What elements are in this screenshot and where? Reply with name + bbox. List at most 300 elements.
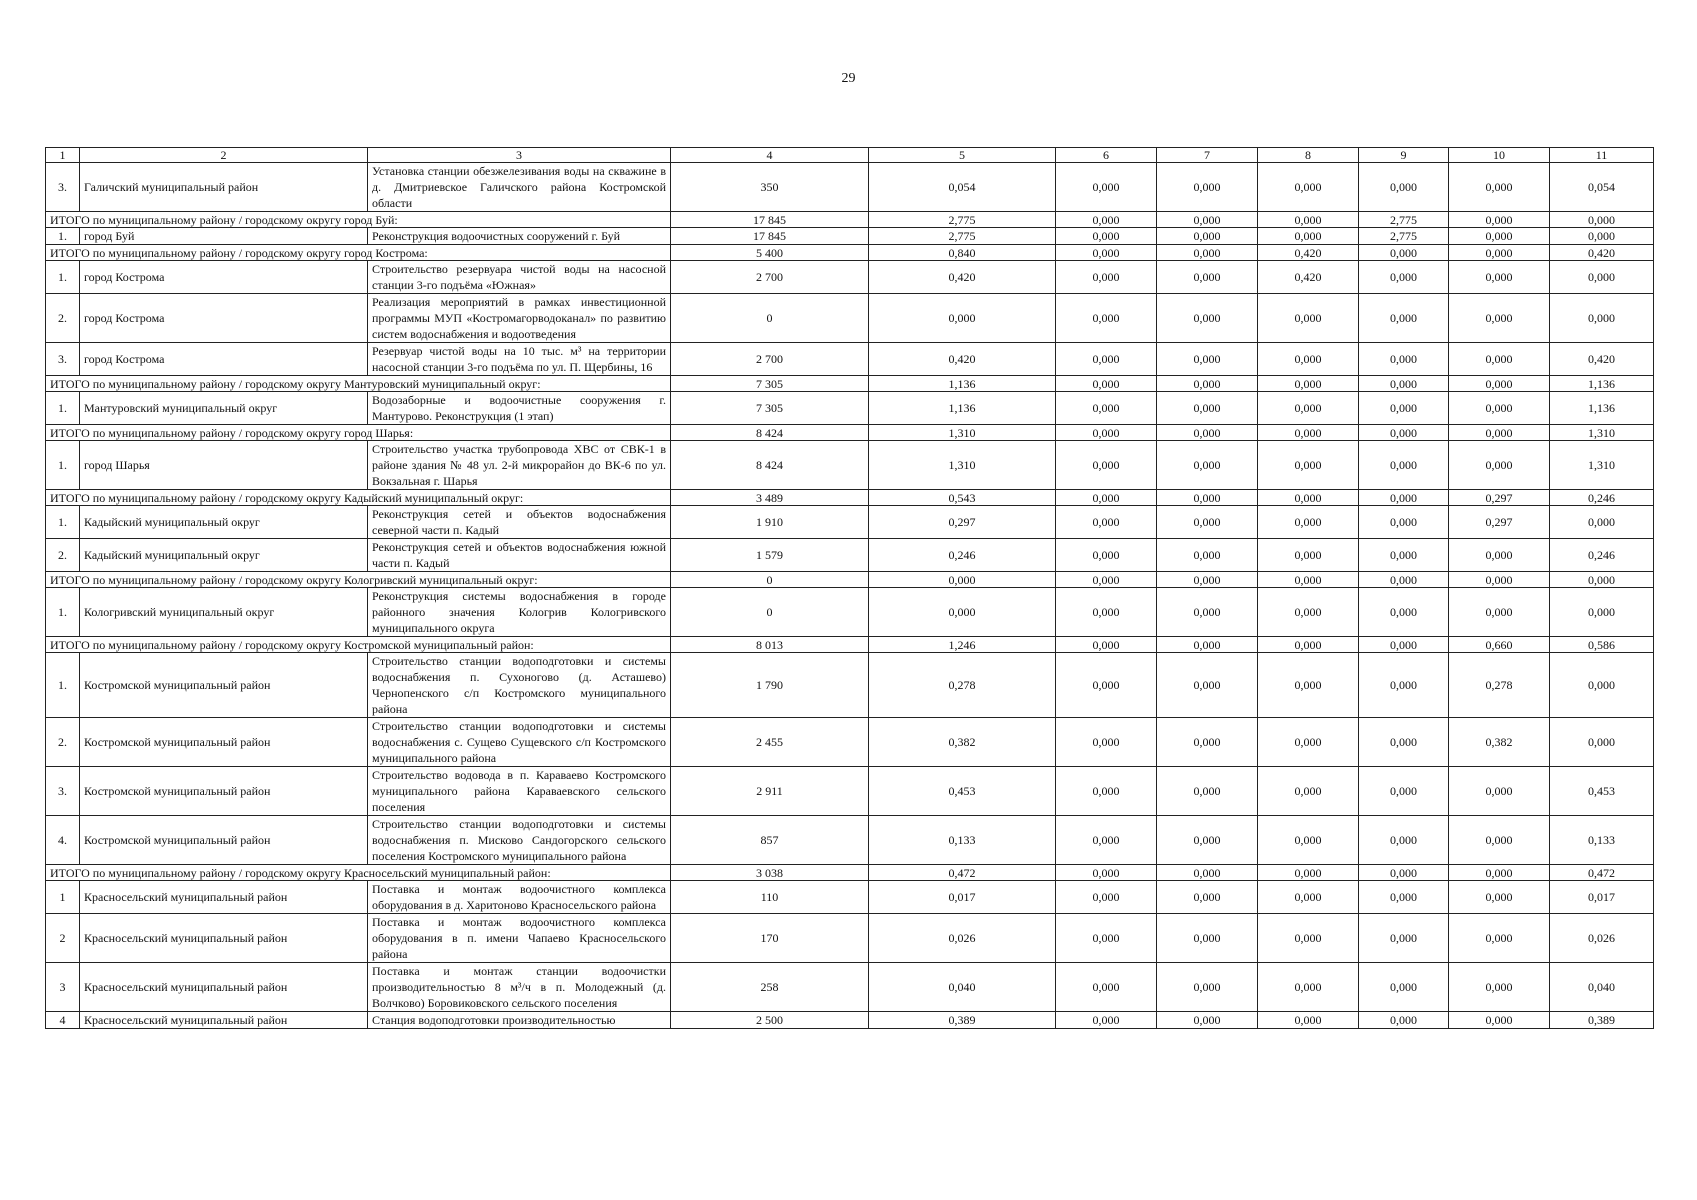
municipality-name: Мантуровский муниципальный округ <box>80 392 368 425</box>
col7-value: 0,000 <box>1157 963 1258 1012</box>
col10-value: 0,297 <box>1449 490 1550 506</box>
column-number-cell: 7 <box>1157 148 1258 163</box>
col10-value: 0,000 <box>1449 376 1550 392</box>
col8-value: 0,420 <box>1258 245 1359 261</box>
col9-value: 0,000 <box>1359 425 1449 441</box>
row-number: 1. <box>46 441 80 490</box>
project-description: Установка станции обезжелезивания воды на скважине в д. Дмитриевское Галичского района Костромской области <box>368 163 671 212</box>
col7-value: 0,000 <box>1157 376 1258 392</box>
col8-value: 0,000 <box>1258 392 1359 425</box>
subtotal-label: ИТОГО по муниципальному району / городскому округу Кологривский муниципальный округ: <box>46 572 671 588</box>
municipality-name: город Шарья <box>80 441 368 490</box>
col10-value: 0,000 <box>1449 163 1550 212</box>
col11-value: 0,000 <box>1550 653 1654 718</box>
col8-value: 0,000 <box>1258 425 1359 441</box>
column-number-cell: 10 <box>1449 148 1550 163</box>
col7-value: 0,000 <box>1157 294 1258 343</box>
table-row <box>46 588 1654 637</box>
col4-value: 2 455 <box>671 718 869 767</box>
row-number: 2. <box>46 718 80 767</box>
col5-value: 0,054 <box>869 163 1056 212</box>
municipality-name: Красносельский муниципальный район <box>80 914 368 963</box>
col7-value: 0,000 <box>1157 425 1258 441</box>
col8-value: 0,000 <box>1258 539 1359 572</box>
col11-value: 0,000 <box>1550 294 1654 343</box>
col9-value: 0,000 <box>1359 1012 1449 1029</box>
col10-value: 0,000 <box>1449 212 1550 228</box>
page-number: 29 <box>841 71 856 86</box>
col10-value: 0,382 <box>1449 718 1550 767</box>
table-row <box>46 261 1654 294</box>
col6-value: 0,000 <box>1056 637 1157 653</box>
table-row <box>46 1012 1654 1029</box>
col5-value: 0,278 <box>869 653 1056 718</box>
subtotal-row <box>46 865 1654 881</box>
column-number-cell: 6 <box>1056 148 1157 163</box>
col4-value: 8 013 <box>671 637 869 653</box>
col10-value: 0,000 <box>1449 539 1550 572</box>
table-row <box>46 163 1654 212</box>
municipality-name: Красносельский муниципальный район <box>80 1012 368 1029</box>
municipality-name: Кадыйский муниципальный округ <box>80 506 368 539</box>
municipality-name: город Кострома <box>80 294 368 343</box>
col5-value: 0,133 <box>869 816 1056 865</box>
col8-value: 0,000 <box>1258 718 1359 767</box>
column-number-cell: 1 <box>46 148 80 163</box>
col6-value: 0,000 <box>1056 572 1157 588</box>
col9-value: 0,000 <box>1359 637 1449 653</box>
subtotal-row <box>46 245 1654 261</box>
project-description: Реконструкция водоочистных сооружений г. Буй <box>368 228 671 245</box>
col6-value: 0,000 <box>1056 816 1157 865</box>
col4-value: 5 400 <box>671 245 869 261</box>
col5-value: 0,543 <box>869 490 1056 506</box>
col7-value: 0,000 <box>1157 1012 1258 1029</box>
row-number: 3 <box>46 963 80 1012</box>
table-row <box>46 718 1654 767</box>
table-row <box>46 228 1654 245</box>
col8-value: 0,000 <box>1258 228 1359 245</box>
col5-value: 1,246 <box>869 637 1056 653</box>
col4-value: 2 700 <box>671 343 869 376</box>
table-row <box>46 506 1654 539</box>
col7-value: 0,000 <box>1157 212 1258 228</box>
col9-value: 0,000 <box>1359 490 1449 506</box>
col9-value: 0,000 <box>1359 163 1449 212</box>
col7-value: 0,000 <box>1157 343 1258 376</box>
col11-value: 0,054 <box>1550 163 1654 212</box>
col10-value: 0,297 <box>1449 506 1550 539</box>
col8-value: 0,000 <box>1258 376 1359 392</box>
col6-value: 0,000 <box>1056 1012 1157 1029</box>
col8-value: 0,000 <box>1258 963 1359 1012</box>
project-description: Строительство водовода в п. Караваево Костромского муниципального района Караваевского сельского поселения <box>368 767 671 816</box>
municipality-name: Костромской муниципальный район <box>80 767 368 816</box>
col6-value: 0,000 <box>1056 212 1157 228</box>
municipality-name: Красносельский муниципальный район <box>80 963 368 1012</box>
col5-value: 0,389 <box>869 1012 1056 1029</box>
col11-value: 1,310 <box>1550 425 1654 441</box>
col5-value: 2,775 <box>869 228 1056 245</box>
table-row <box>46 816 1654 865</box>
col8-value: 0,000 <box>1258 767 1359 816</box>
column-number-cell: 2 <box>80 148 368 163</box>
col5-value: 1,136 <box>869 392 1056 425</box>
col10-value: 0,000 <box>1449 228 1550 245</box>
col4-value: 170 <box>671 914 869 963</box>
col8-value: 0,000 <box>1258 637 1359 653</box>
col5-value: 0,000 <box>869 572 1056 588</box>
col9-value: 0,000 <box>1359 343 1449 376</box>
municipality-name: Кологривский муниципальный округ <box>80 588 368 637</box>
col4-value: 2 500 <box>671 1012 869 1029</box>
col5-value: 0,246 <box>869 539 1056 572</box>
col8-value: 0,000 <box>1258 653 1359 718</box>
project-description: Строительство станции водоподготовки и системы водоснабжения п. Сухоногово (д. Асташево) Чернопенского с/п Костромского муниципального района <box>368 653 671 718</box>
col7-value: 0,000 <box>1157 865 1258 881</box>
project-description: Поставка и монтаж станции водоочистки производительностью 8 м³/ч в п. Молодежный (д. Волчково) Боровиковского сельского поселения <box>368 963 671 1012</box>
project-description: Поставка и монтаж водоочистного комплекса оборудования в п. имени Чапаево Красносельского района <box>368 914 671 963</box>
project-description: Водозаборные и водоочистные сооружения г. Мантурово. Реконструкция (1 этап) <box>368 392 671 425</box>
subtotal-label: ИТОГО по муниципальному району / городскому округу город Шарья: <box>46 425 671 441</box>
col6-value: 0,000 <box>1056 865 1157 881</box>
row-number: 1. <box>46 588 80 637</box>
table-row <box>46 343 1654 376</box>
table-row <box>46 767 1654 816</box>
col11-value: 0,000 <box>1550 506 1654 539</box>
col7-value: 0,000 <box>1157 588 1258 637</box>
col6-value: 0,000 <box>1056 653 1157 718</box>
municipality-name: город Кострома <box>80 343 368 376</box>
col8-value: 0,420 <box>1258 261 1359 294</box>
row-number: 3. <box>46 343 80 376</box>
col9-value: 0,000 <box>1359 539 1449 572</box>
col10-value: 0,000 <box>1449 865 1550 881</box>
subtotal-row <box>46 490 1654 506</box>
col11-value: 0,000 <box>1550 588 1654 637</box>
col5-value: 0,420 <box>869 343 1056 376</box>
col5-value: 0,000 <box>869 588 1056 637</box>
col9-value: 0,000 <box>1359 245 1449 261</box>
col4-value: 7 305 <box>671 376 869 392</box>
col9-value: 0,000 <box>1359 506 1449 539</box>
col6-value: 0,000 <box>1056 506 1157 539</box>
col7-value: 0,000 <box>1157 767 1258 816</box>
subtotal-label: ИТОГО по муниципальному району / городскому округу город Кострома: <box>46 245 671 261</box>
subtotal-label: ИТОГО по муниципальному району / городскому округу город Буй: <box>46 212 671 228</box>
table-row <box>46 963 1654 1012</box>
project-description: Станция водоподготовки производительностью <box>368 1012 671 1029</box>
col5-value: 0,472 <box>869 865 1056 881</box>
col9-value: 0,000 <box>1359 376 1449 392</box>
col9-value: 0,000 <box>1359 963 1449 1012</box>
municipality-name: Костромской муниципальный район <box>80 718 368 767</box>
col7-value: 0,000 <box>1157 392 1258 425</box>
col11-value: 0,472 <box>1550 865 1654 881</box>
col10-value: 0,000 <box>1449 588 1550 637</box>
col6-value: 0,000 <box>1056 228 1157 245</box>
col10-value: 0,000 <box>1449 572 1550 588</box>
col11-value: 0,000 <box>1550 228 1654 245</box>
municipality-name: город Буй <box>80 228 368 245</box>
column-number-cell: 3 <box>368 148 671 163</box>
col11-value: 0,586 <box>1550 637 1654 653</box>
subtotal-label: ИТОГО по муниципальному району / городскому округу Костромской муниципальный район: <box>46 637 671 653</box>
col10-value: 0,660 <box>1449 637 1550 653</box>
col8-value: 0,000 <box>1258 294 1359 343</box>
subtotal-row <box>46 425 1654 441</box>
row-number: 2. <box>46 539 80 572</box>
col6-value: 0,000 <box>1056 718 1157 767</box>
row-number: 3. <box>46 767 80 816</box>
col11-value: 0,000 <box>1550 261 1654 294</box>
col9-value: 0,000 <box>1359 816 1449 865</box>
col5-value: 0,026 <box>869 914 1056 963</box>
project-description: Строительство участка трубопровода ХВС от СВК-1 в районе здания № 48 ул. 2-й микрорайон до ВК-6 по ул. Вокзальная г. Шарья <box>368 441 671 490</box>
col11-value: 0,246 <box>1550 539 1654 572</box>
col8-value: 0,000 <box>1258 816 1359 865</box>
col4-value: 0 <box>671 572 869 588</box>
col8-value: 0,000 <box>1258 490 1359 506</box>
col7-value: 0,000 <box>1157 816 1258 865</box>
col5-value: 0,017 <box>869 881 1056 914</box>
subtotal-label: ИТОГО по муниципальному району / городскому округу Кадыйский муниципальный округ: <box>46 490 671 506</box>
col10-value: 0,000 <box>1449 881 1550 914</box>
col6-value: 0,000 <box>1056 881 1157 914</box>
col7-value: 0,000 <box>1157 441 1258 490</box>
investment-table <box>45 147 1654 1029</box>
project-description: Строительство станции водоподготовки и системы водоснабжения п. Мисково Сандогорского сельского поселения Костромского муниципального района <box>368 816 671 865</box>
column-number-cell: 11 <box>1550 148 1654 163</box>
col8-value: 0,000 <box>1258 572 1359 588</box>
col4-value: 857 <box>671 816 869 865</box>
col11-value: 1,310 <box>1550 441 1654 490</box>
subtotal-row <box>46 376 1654 392</box>
municipality-name: Галичский муниципальный район <box>80 163 368 212</box>
row-number: 2 <box>46 914 80 963</box>
col10-value: 0,000 <box>1449 392 1550 425</box>
municipality-name: Красносельский муниципальный район <box>80 881 368 914</box>
subtotal-row <box>46 572 1654 588</box>
row-number: 1. <box>46 261 80 294</box>
col8-value: 0,000 <box>1258 865 1359 881</box>
col5-value: 0,453 <box>869 767 1056 816</box>
col4-value: 2 911 <box>671 767 869 816</box>
col6-value: 0,000 <box>1056 245 1157 261</box>
col6-value: 0,000 <box>1056 539 1157 572</box>
col7-value: 0,000 <box>1157 914 1258 963</box>
col5-value: 0,382 <box>869 718 1056 767</box>
subtotal-label: ИТОГО по муниципальному району / городскому округу Мантуровский муниципальный округ: <box>46 376 671 392</box>
col4-value: 0 <box>671 294 869 343</box>
col9-value: 2,775 <box>1359 212 1449 228</box>
col11-value: 0,000 <box>1550 718 1654 767</box>
col11-value: 0,026 <box>1550 914 1654 963</box>
col11-value: 0,133 <box>1550 816 1654 865</box>
municipality-name: Кадыйский муниципальный округ <box>80 539 368 572</box>
row-number: 1 <box>46 881 80 914</box>
col4-value: 258 <box>671 963 869 1012</box>
row-number: 1. <box>46 506 80 539</box>
project-description: Строительство резервуара чистой воды на насосной станции 3-го подъёма «Южная» <box>368 261 671 294</box>
col7-value: 0,000 <box>1157 881 1258 914</box>
subtotal-row <box>46 212 1654 228</box>
col4-value: 2 700 <box>671 261 869 294</box>
col11-value: 0,017 <box>1550 881 1654 914</box>
col9-value: 0,000 <box>1359 865 1449 881</box>
col5-value: 1,136 <box>869 376 1056 392</box>
col9-value: 0,000 <box>1359 588 1449 637</box>
col9-value: 0,000 <box>1359 392 1449 425</box>
table-row <box>46 881 1654 914</box>
col8-value: 0,000 <box>1258 588 1359 637</box>
col11-value: 0,246 <box>1550 490 1654 506</box>
col6-value: 0,000 <box>1056 376 1157 392</box>
table-row <box>46 539 1654 572</box>
col9-value: 0,000 <box>1359 767 1449 816</box>
column-number-cell: 4 <box>671 148 869 163</box>
col9-value: 0,000 <box>1359 718 1449 767</box>
table-row <box>46 392 1654 425</box>
project-description: Реализация мероприятий в рамках инвестиционной программы МУП «Костромагорводоканал» по развитию систем водоснабжения и водоотведения <box>368 294 671 343</box>
col5-value: 0,000 <box>869 294 1056 343</box>
col10-value: 0,000 <box>1449 767 1550 816</box>
col11-value: 0,000 <box>1550 572 1654 588</box>
col7-value: 0,000 <box>1157 228 1258 245</box>
col10-value: 0,000 <box>1449 245 1550 261</box>
col11-value: 1,136 <box>1550 376 1654 392</box>
col10-value: 0,000 <box>1449 963 1550 1012</box>
project-description: Реконструкция сетей и объектов водоснабжения южной части п. Кадый <box>368 539 671 572</box>
col4-value: 17 845 <box>671 212 869 228</box>
col8-value: 0,000 <box>1258 163 1359 212</box>
col10-value: 0,000 <box>1449 914 1550 963</box>
col4-value: 8 424 <box>671 441 869 490</box>
col9-value: 0,000 <box>1359 881 1449 914</box>
col11-value: 0,040 <box>1550 963 1654 1012</box>
col4-value: 1 790 <box>671 653 869 718</box>
col10-value: 0,000 <box>1449 261 1550 294</box>
row-number: 1. <box>46 392 80 425</box>
col7-value: 0,000 <box>1157 506 1258 539</box>
col4-value: 0 <box>671 588 869 637</box>
project-description: Реконструкция сетей и объектов водоснабжения северной части п. Кадый <box>368 506 671 539</box>
col10-value: 0,000 <box>1449 425 1550 441</box>
col7-value: 0,000 <box>1157 261 1258 294</box>
col5-value: 2,775 <box>869 212 1056 228</box>
col10-value: 0,000 <box>1449 1012 1550 1029</box>
col8-value: 0,000 <box>1258 441 1359 490</box>
col8-value: 0,000 <box>1258 914 1359 963</box>
col6-value: 0,000 <box>1056 261 1157 294</box>
col10-value: 0,000 <box>1449 816 1550 865</box>
col10-value: 0,000 <box>1449 441 1550 490</box>
subtotal-label: ИТОГО по муниципальному району / городскому округу Красносельский муниципальный район: <box>46 865 671 881</box>
col7-value: 0,000 <box>1157 163 1258 212</box>
col11-value: 0,389 <box>1550 1012 1654 1029</box>
subtotal-row <box>46 637 1654 653</box>
col9-value: 0,000 <box>1359 261 1449 294</box>
row-number: 1. <box>46 228 80 245</box>
col9-value: 0,000 <box>1359 653 1449 718</box>
project-description: Поставка и монтаж водоочистного комплекса оборудования в д. Харитоново Красносельского района <box>368 881 671 914</box>
table-row <box>46 294 1654 343</box>
col6-value: 0,000 <box>1056 163 1157 212</box>
col5-value: 1,310 <box>869 425 1056 441</box>
col4-value: 110 <box>671 881 869 914</box>
col11-value: 0,000 <box>1550 212 1654 228</box>
col6-value: 0,000 <box>1056 767 1157 816</box>
col11-value: 0,420 <box>1550 245 1654 261</box>
row-number: 3. <box>46 163 80 212</box>
col4-value: 1 579 <box>671 539 869 572</box>
col8-value: 0,000 <box>1258 212 1359 228</box>
col11-value: 0,420 <box>1550 343 1654 376</box>
col7-value: 0,000 <box>1157 539 1258 572</box>
municipality-name: город Кострома <box>80 261 368 294</box>
col4-value: 3 038 <box>671 865 869 881</box>
col11-value: 1,136 <box>1550 392 1654 425</box>
col6-value: 0,000 <box>1056 343 1157 376</box>
col9-value: 0,000 <box>1359 572 1449 588</box>
column-number-cell: 8 <box>1258 148 1359 163</box>
col7-value: 0,000 <box>1157 718 1258 767</box>
table-row <box>46 441 1654 490</box>
col4-value: 17 845 <box>671 228 869 245</box>
project-description: Строительство станции водоподготовки и системы водоснабжения с. Сущево Сущевского с/п Костромского муниципального района <box>368 718 671 767</box>
col9-value: 0,000 <box>1359 294 1449 343</box>
col4-value: 1 910 <box>671 506 869 539</box>
col7-value: 0,000 <box>1157 637 1258 653</box>
col5-value: 0,840 <box>869 245 1056 261</box>
col6-value: 0,000 <box>1056 914 1157 963</box>
col9-value: 2,775 <box>1359 228 1449 245</box>
row-number: 4. <box>46 816 80 865</box>
col7-value: 0,000 <box>1157 245 1258 261</box>
col6-value: 0,000 <box>1056 588 1157 637</box>
col7-value: 0,000 <box>1157 490 1258 506</box>
municipality-name: Костромской муниципальный район <box>80 816 368 865</box>
col4-value: 8 424 <box>671 425 869 441</box>
row-number: 2. <box>46 294 80 343</box>
col10-value: 0,000 <box>1449 294 1550 343</box>
table-row <box>46 914 1654 963</box>
row-number: 1. <box>46 653 80 718</box>
project-description: Реконструкция системы водоснабжения в городе районного значения Кологрив Кологривского муниципального округа <box>368 588 671 637</box>
col6-value: 0,000 <box>1056 425 1157 441</box>
col11-value: 0,453 <box>1550 767 1654 816</box>
col8-value: 0,000 <box>1258 1012 1359 1029</box>
col5-value: 0,420 <box>869 261 1056 294</box>
col8-value: 0,000 <box>1258 506 1359 539</box>
col8-value: 0,000 <box>1258 881 1359 914</box>
column-number-cell: 5 <box>869 148 1056 163</box>
table-row <box>46 653 1654 718</box>
col7-value: 0,000 <box>1157 653 1258 718</box>
col6-value: 0,000 <box>1056 441 1157 490</box>
col5-value: 1,310 <box>869 441 1056 490</box>
col4-value: 7 305 <box>671 392 869 425</box>
col7-value: 0,000 <box>1157 572 1258 588</box>
col4-value: 3 489 <box>671 490 869 506</box>
col8-value: 0,000 <box>1258 343 1359 376</box>
project-description: Резервуар чистой воды на 10 тыс. м³ на территории насосной станции 3-го подъёма по ул. П. Щербины, 16 <box>368 343 671 376</box>
col9-value: 0,000 <box>1359 914 1449 963</box>
column-number-row <box>46 148 1654 163</box>
col10-value: 0,000 <box>1449 343 1550 376</box>
col10-value: 0,278 <box>1449 653 1550 718</box>
col9-value: 0,000 <box>1359 441 1449 490</box>
